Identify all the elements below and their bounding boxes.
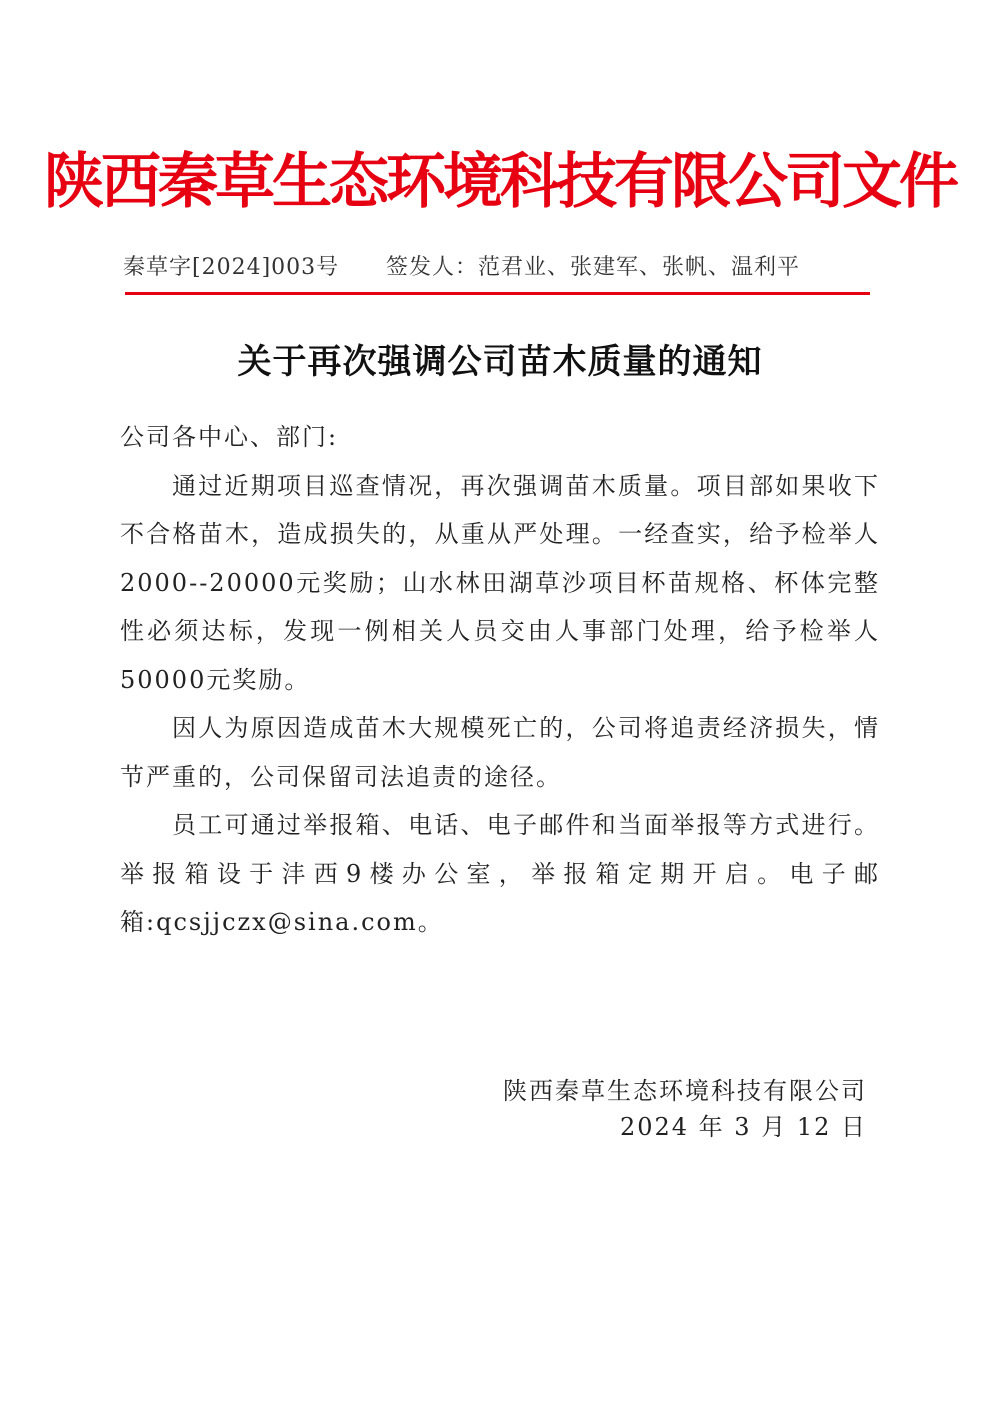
document-meta-line <box>123 252 883 284</box>
issue-date: 2024 年 3 月 12 日 <box>619 1113 867 1141</box>
document-signers: 签发人：范君业、张建军、张帆、温利平 <box>386 255 801 280</box>
header-divider <box>125 292 870 295</box>
body-paragraph: 通过近期项目巡查情况，再次强调苗木质量。项目部如果收下不合格苗木，造成损失的，从重从严处理。一经查实，给予检举人2000--20000元奖励；山水林田湖草沙项目杯苗规格、杯体完整性必须达标，发现一例相关人员交由人事部门处理，给予检举人50000元奖励。 <box>120 471 880 694</box>
document-number: 秦草字[2024]003号 <box>123 255 340 280</box>
notice-title: 关于再次强调公司苗木质量的通知 <box>237 342 763 382</box>
sign-off <box>503 1073 867 1145</box>
issuing-company: 陕西秦草生态环境科技有限公司 <box>503 1077 867 1105</box>
body-paragraph: 因人为原因造成苗木大规模死亡的，公司将追责经济损失，情节严重的，公司保留司法追责的途径。 <box>120 714 880 791</box>
notice-body <box>120 413 880 947</box>
salutation: 公司各中心、部门: <box>120 423 339 451</box>
body-paragraph: 员工可通过举报箱、电话、电子邮件和当面举报等方式进行。举报箱设于沣西9楼办公室，举报箱定期开启。电子邮箱:qcsjjczx@sina.com。 <box>120 811 880 936</box>
document-header-title: 陕西秦草生态环境科技有限公司文件 <box>44 147 956 217</box>
